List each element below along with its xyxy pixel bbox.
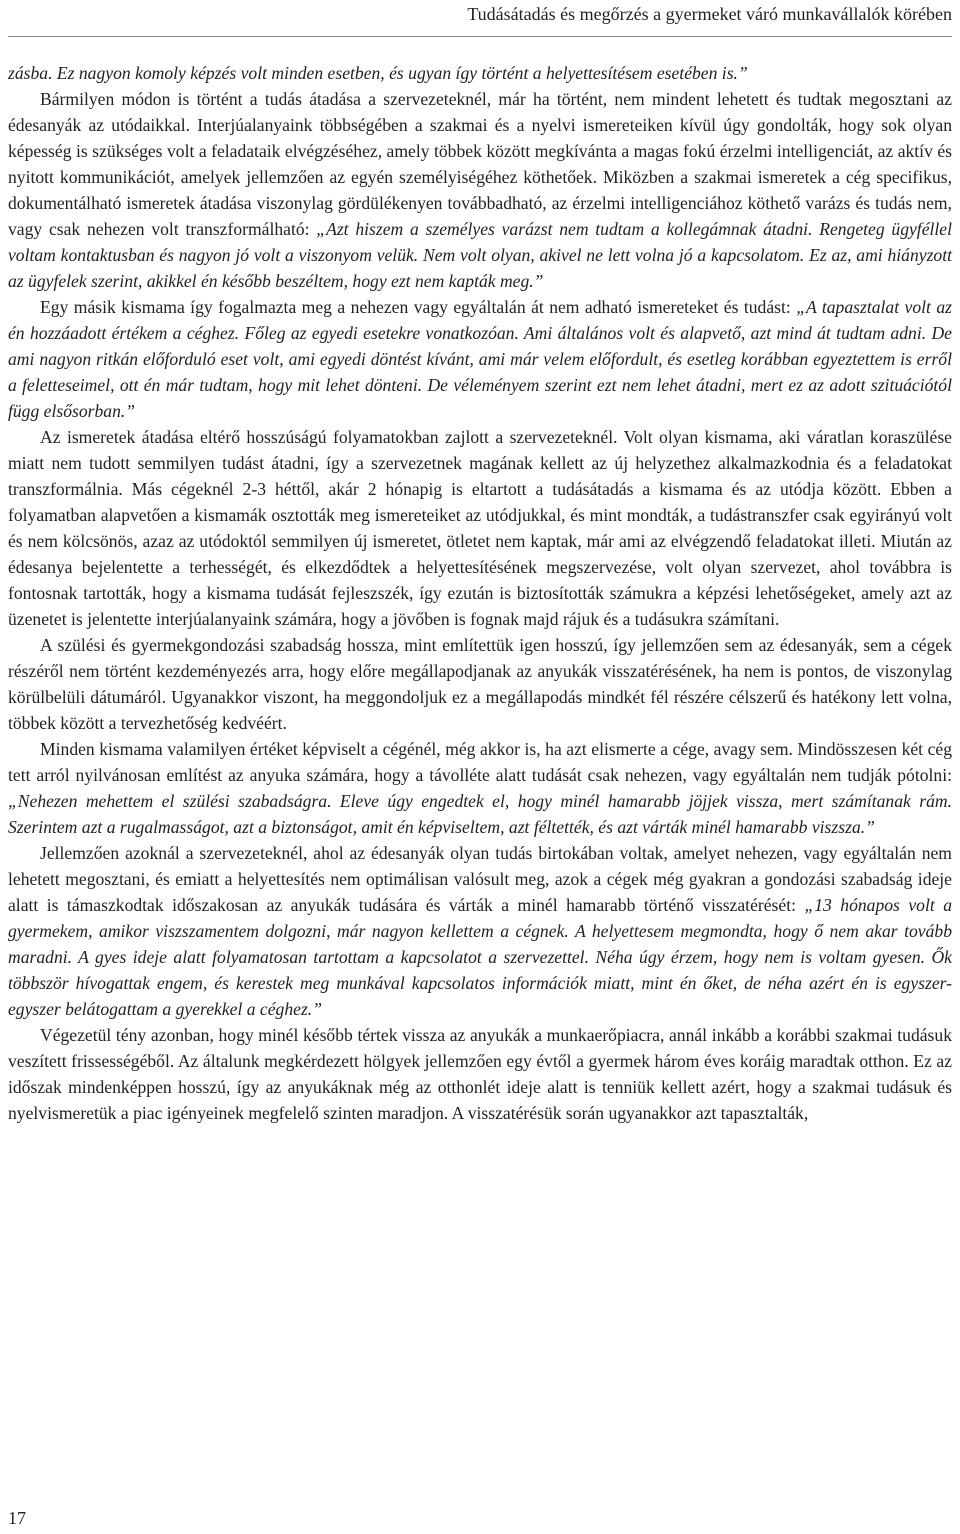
paragraph <box>8 736 952 840</box>
quote-text: zásba. Ez nagyon komoly képzés volt minden esetben, és ugyan így történt a helyettesítésem esetében is.” <box>8 63 748 83</box>
paragraph-text: Az ismeretek átadása eltérő hosszúságú folyamatokban zajlott a szervezeteknél. Volt olyan kismama, aki váratlan koraszülése miatt nem tudott semmilyen tudást átadni, így a szervezetnek magának kellett az új helyzethez alkalmazkodnia és a feladatokat transzformálnia. Más cégeknél 2-3 héttől, akár 2 hónapig is eltartott a tudásátadás a kismama és az utódja között. Ebben a folyamatban alapvetően a kismamák osztották meg ismereteiket az utódjukkal, és mint mondták, a tudástranszfer csak egyirányú volt és nem kölcsönös, azaz az utódoktól semmilyen új ismeretet, ötletet nem kaptak, már ami az elvégzendő feladatokat illeti. Miután az édesanya bejelentette a terhességét, és elkezdődtek a helyettesítésének megszervezése, volt olyan szervezet, ahol továbbra is fontosnak tartották, hogy a kismama tudását fejleszszék, így ezután is biztosították számukra a képzési lehetőségeket, amely azt az üzenetet is jelentette interjúalanyaink számára, hogy a jövőben is fognak majd rájuk és a tudásukra számítani. <box>8 427 952 629</box>
running-header <box>8 0 952 37</box>
quote-text: „Nehezen mehettem el szülési szabadságra. Eleve úgy engedtek el, hogy minél hamarabb jöjjek vissza, mert számítanak rám. Szerintem azt a rugalmasságot, azt a biztonságot, amit én képviseltem, azt féltették, és azt várták minél hamarabb viszsza.” <box>8 791 952 837</box>
paragraph <box>8 86 952 294</box>
paragraph-text: Bármilyen módon is történt a tudás átadása a szervezeteknél, már ha történt, nem mindent lehetett és tudtak megosztani az édesanyák az utódaikkal. Interjúalanyaink többségében a szakmai és a nyelvi ismereteiken kívül úgy gondolták, hogy sok olyan képesség is szükséges volt a feladataik elvégzéséhez, amely többek között megkívánta a magas fokú érzelmi intelligenciát, az aktív és nyitott kommunikációt, amelyek jellemzően az egyén személyiségéhez köthetőek. Miközben a szakmai ismeretek a cég specifikus, dokumentálható ismeretek átadása viszonylag gördülékenyen továbbadható, az érzelmi intelligenciához köthető varázs és tudás nem, vagy csak nehezen volt transzformálható: <box>8 89 952 239</box>
quote-text: „A tapasztalat volt az én hozzáadott értékem a céghez. Főleg az egyedi esetekre vonatkozóan. Ami általános volt és alapvető, azt mind át tudtam adni. De ami nagyon ritkán előforduló eset volt, ami egyedi döntést kívánt, ami már velem előfordult, és esetleg korábban egyeztettem is erről a feletteseimel, ott én már tudtam, hogy mit lehet dönteni. De véleményem szerint ezt nem lehet átadni, mert ez az adott szituációtól függ elsősorban.” <box>8 297 952 421</box>
paragraph <box>8 840 952 1022</box>
quote-text: „13 hónapos volt a gyermekem, amikor viszszamentem dolgozni, már nagyon kellettem a cégnek. A helyettesem megmondta, hogy ő nem akar tovább maradni. A gyes ideje alatt folyamatosan tartottam a kapcsolatot a szervezettel. Néha úgy érzem, hogy nem is voltam gyesen. Ők többször hívogattak engem, és kerestek meg munkával kapcsolatos információk miatt, mint én őket, de néha azért én is egyszer-egyszer belátogattam a gyerekkel a céghez.” <box>8 895 952 1019</box>
quote-text: „Azt hiszem a személyes varázst nem tudtam a kollegámnak átadni. Rengeteg ügyféllel voltam kontaktusban és nagyon jó volt a viszonyom velük. Nem volt olyan, akivel ne lett volna jó a kapcsolatom. Ez az, ami hiányzott az ügyfelek szerint, akikkel én később beszéltem, hogy ezt nem kapták meg.” <box>8 219 952 291</box>
paragraph-text: Végezetül tény azonban, hogy minél később tértek vissza az anyukák a munkaerőpiacra, annál inkább a korábbi szakmai tudásuk veszített frissességéből. Az általunk megkérdezett hölgyek jellemzően egy évtől a gyermek három éves koráig maradtak otthon. Ez az időszak mindenképpen hosszú, így az anyukáknak még az otthonlét ideje alatt is tenniük kellett azért, hogy a szakmai tudásuk és nyelvismeretük a piac igényeinek megfelelő szinten maradjon. A visszatérésük során ugyanakkor azt tapasztalták, <box>8 1025 952 1123</box>
page-number: 17 <box>8 1508 26 1528</box>
paragraph <box>8 60 952 86</box>
body-text <box>8 60 952 1126</box>
paragraph <box>8 1022 952 1126</box>
running-header-title: Tudásátadás és megőrzés a gyermeket váró munkavállalók körében <box>467 4 952 24</box>
paragraph <box>8 632 952 736</box>
paragraph <box>8 424 952 632</box>
paragraph-text: A szülési és gyermekgondozási szabadság hossza, mint említettük igen hosszú, így jellemzően sem az édesanyák, sem a cégek részéről nem történt kezdeményezés arra, hogy előre megállapodjanak az anyukák visszatérésének, ha nem is pontos, de viszonylag körülbelüli dátumáról. Ugyanakkor viszont, ha meggondoljuk ez a megállapodás mindkét fél részére célszerű és hatékony lett volna, többek között a tervezhetőség kedvéért. <box>8 635 952 733</box>
paragraph <box>8 294 952 424</box>
paragraph-text: Jellemzően azoknál a szervezeteknél, ahol az édesanyák olyan tudás birtokában voltak, amelyet nehezen, vagy egyáltalán nem lehetett megosztani, és emiatt a helyettesítés nem optimálisan valósult meg, azok a cégek még gyakran a gondozási szabadság ideje alatt is támaszkodtak időszakosan az anyukák tudására és várták a minél hamarabb történő visszatérését: <box>8 843 952 915</box>
paragraph-text: Egy másik kismama így fogalmazta meg a nehezen vagy egyáltalán át nem adható ismereteket és tudást: <box>40 297 797 317</box>
paragraph-text: Minden kismama valamilyen értéket képviselt a cégénél, még akkor is, ha azt elismerte a cége, avagy sem. Mindösszesen két cég tett arról nyilvánosan említést az anyuka számára, hogy a távolléte alatt tudását csak nehezen, vagy egyáltalán nem tudják pótolni: <box>8 739 952 785</box>
